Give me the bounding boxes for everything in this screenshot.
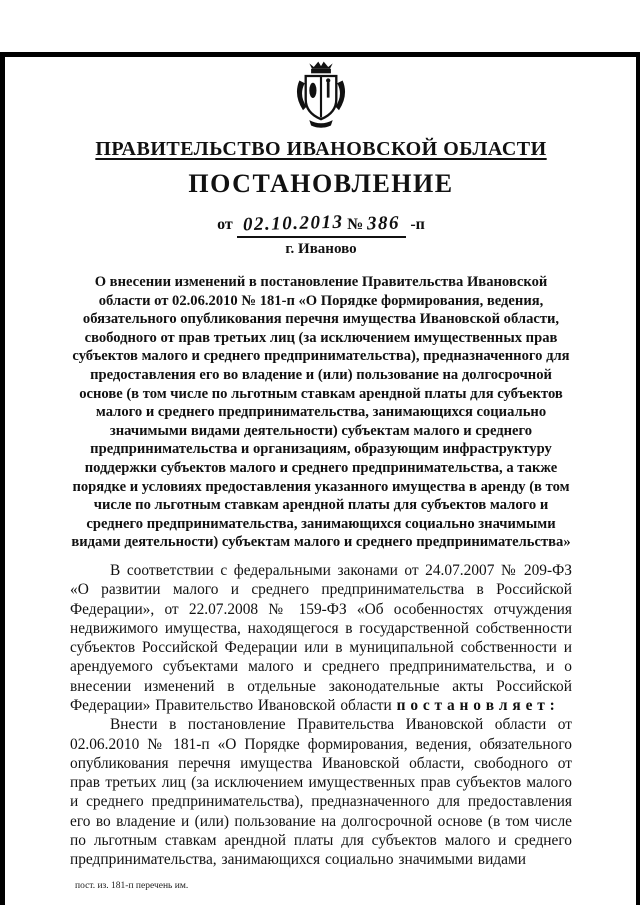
number-sign: № xyxy=(347,216,364,233)
number-suffix: -п xyxy=(410,216,425,233)
page-border-left xyxy=(0,52,5,905)
footer-note: пост. из. 181-п перечень им. xyxy=(75,881,189,891)
handwritten-number: 386 xyxy=(367,212,401,235)
date-number-line xyxy=(70,213,572,238)
decree-title: О внесении изменений в постановление Правительства Ивановской области от 02.06.2010 № 181-п «О Порядке формирования, ведения, обязательного опубликования перечня имущества Ивановской области, свободного от прав третьих лиц (за исключением имущественных прав субъектов малого и среднего предпринимательства), предназначенного для предоставления его во владение и (или) пользование на долгосрочной основе (в том числе по льготным ставкам арендной платы для субъектов малого и среднего предпринимательства, занимающихся социально значимыми видами деятельности) субъектам малого и среднего предпринимательства и организациям, образующим инфраструктуру поддержки субъектов малого и среднего предпринимательства, а также порядке и условиях предоставления указанного имущества в аренду (в том числе по льготным ставкам арендной платы для субъектов малого и среднего предпринимательства, занимающихся социально значимыми видами деятельности) субъектам малого и среднего предпринимательства» xyxy=(71,274,571,551)
handwritten-date: 02.10.2013 xyxy=(242,211,344,236)
decree-body xyxy=(70,561,572,870)
document-content xyxy=(70,57,572,870)
page-border-right xyxy=(636,52,640,905)
date-number-underline xyxy=(237,213,407,238)
org-name: ПРАВИТЕЛЬСТВО ИВАНОВСКОЙ ОБЛАСТИ xyxy=(95,138,547,160)
ivanovo-oblast-coat-of-arms-icon xyxy=(294,115,348,132)
date-from-label: от xyxy=(217,216,233,233)
coat-of-arms-container xyxy=(70,60,572,132)
paragraph-1-text: В соответствии с федеральными законами от 24.07.2007 № 209-ФЗ «О развитии малого и среднего предпринимательства в Российской Федерации», от 22.07.2008 № 159-ФЗ «Об особенностях отчуждения недвижимого имущества, находящегося в государственной собственности субъектов Российской Федерации или в муниципальной собственности и арендуемого субъектами малого и среднего предпринимательства, и о внесении изменений в отдельные законодательные акты Российской Федерации» Правительство Ивановской области xyxy=(70,561,572,714)
resolves-emphasis: п о с т а н о в л я е т : xyxy=(396,696,555,714)
doc-type-heading: ПОСТАНОВЛЕНИЕ xyxy=(188,169,454,198)
body-paragraph-2: Внести в постановление Правительства Ивановской области от 02.06.2010 № 181-п «О Порядке формирования, ведения, обязательного опубликования перечня имущества Ивановской области, свободного от прав третьих лиц (за исключением имущественных прав субъектов малого и среднего предпринимательства), предназначенного для предоставления его во владение и (или) пользование на долгосрочной основе (в том числе по льготным ставкам арендной платы для субъектов малого и среднего предпринимательства, занимающихся социально значимыми видами xyxy=(70,716,572,869)
city-line: г. Иваново xyxy=(285,241,357,257)
body-paragraph-1 xyxy=(70,561,572,715)
